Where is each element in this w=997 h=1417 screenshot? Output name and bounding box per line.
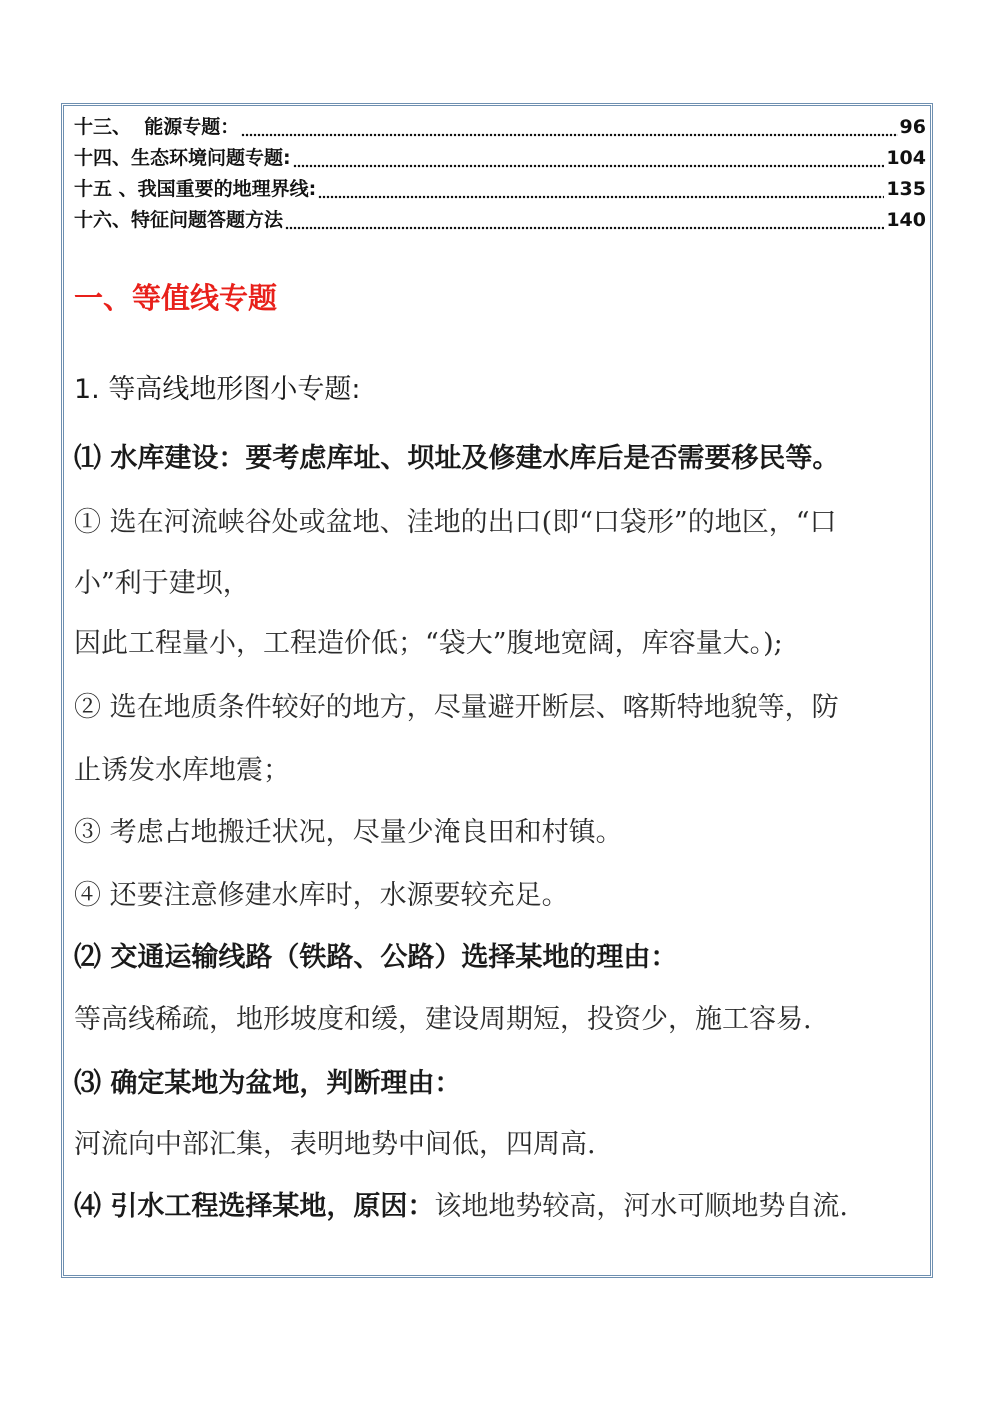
toc-entry-title: 十五 、我国重要的地理界线: — [74, 178, 317, 200]
item-heading: ⑴ 水库建设：要考虑库址、坝址及修建水库后是否需要移民等。 — [74, 443, 840, 474]
body-line: 因此工程量小，工程造价低；“袋大”腹地宽阔，库容量大。); — [74, 628, 783, 659]
toc-entry-page: 135 — [886, 178, 926, 200]
body-line: 河流向中部汇集，表明地势中间低，四周高. — [74, 1129, 596, 1160]
body-line: ① 选在河流峡谷处或盆地、洼地的出口(即“口袋形”的地区，“口 — [74, 507, 837, 538]
toc-entry-title: 十四、生态环境问题专题: — [74, 147, 291, 169]
item-heading-label: ⑷ 引水工程选择某地，原因： — [74, 1191, 435, 1222]
body-line: ② 选在地质条件较好的地方，尽量避开断层、喀斯特地貌等，防 — [74, 692, 839, 723]
section-heading: 一、等值线专题 — [74, 281, 278, 315]
table-of-contents — [74, 112, 926, 236]
toc-leader-dots — [241, 112, 897, 143]
toc-entry-title: 十三、 能源专题： — [74, 116, 240, 138]
body-line: ③ 考虑占地搬迁状况，尽量少淹良田和村镇。 — [74, 817, 623, 848]
toc-entry[interactable] — [74, 174, 926, 205]
toc-entry-page: 96 — [899, 116, 926, 138]
body-line: ④ 还要注意修建水库时，水源要较充足。 — [74, 880, 569, 911]
toc-leader-dots — [293, 143, 885, 174]
item-heading-with-answer — [74, 1184, 926, 1223]
toc-entry[interactable] — [74, 205, 926, 236]
body-line: 等高线稀疏，地形坡度和缓，建设周期短，投资少，施工容易. — [74, 1004, 812, 1035]
item-heading: ⑶ 确定某地为盆地，判断理由： — [74, 1068, 462, 1099]
item-answer: 该地地势较高，河水可顺地势自流. — [434, 1191, 848, 1222]
body-line: 小”利于建坝， — [74, 568, 250, 599]
toc-leader-dots — [285, 205, 884, 236]
toc-entry-title: 十六、特征问题答题方法 — [74, 209, 284, 231]
toc-leader-dots — [318, 174, 884, 205]
subsection-heading: 1. 等高线地形图小专题: — [74, 374, 361, 405]
item-heading: ⑵ 交通运输线路（铁路、公路）选择某地的理由： — [74, 942, 678, 973]
toc-entry[interactable] — [74, 143, 926, 174]
toc-entry[interactable] — [74, 112, 926, 143]
toc-entry-page: 104 — [886, 147, 926, 169]
body-line: 止诱发水库地震； — [74, 755, 290, 786]
toc-entry-page: 140 — [886, 209, 926, 231]
